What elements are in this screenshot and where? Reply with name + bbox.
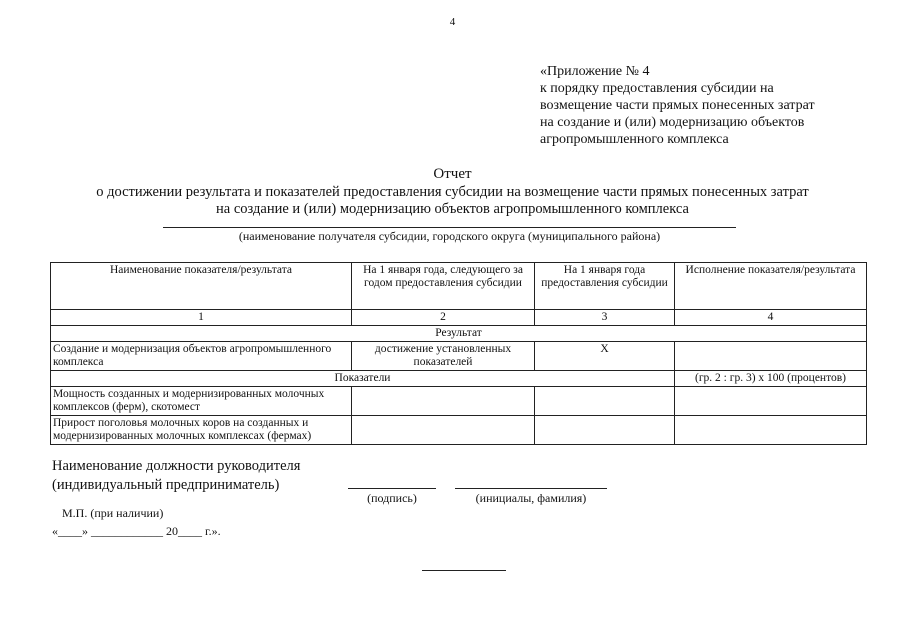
recipient-caption: (наименование получателя субсидии, городского округа (муниципального района) (238, 229, 661, 243)
indicator-value-cell (352, 387, 535, 416)
signature-caption: (подпись) (367, 491, 417, 505)
appendix-line: «Приложение № 4 (540, 64, 650, 79)
indicator-name-cell: Мощность созданных и модернизированных молочных комплексов (ферм), скотомест (51, 387, 352, 416)
date-line: «____» ____________ 20____ г.». (52, 524, 221, 538)
section-row-indicators (51, 371, 867, 387)
column-number: 3 (535, 310, 675, 326)
appendix-line: к порядку предоставления субсидии на (540, 81, 774, 96)
page-number: 4 (449, 16, 456, 28)
report-table (50, 262, 867, 445)
header-cell: Наименование показателя/результата (51, 263, 352, 310)
column-number-row (51, 310, 867, 326)
table-row (51, 416, 867, 445)
appendix-line: возмещение части прямых понесенных затрат (540, 98, 815, 113)
table-row (51, 387, 867, 416)
report-subtitle-line: о достижении результата и показателей предоставления субсидии на возмещение части прямых понесенных затрат (96, 184, 809, 200)
indicator-value-cell (535, 416, 675, 445)
header-cell: На 1 января года, следующего за годом предоставления субсидии (352, 263, 535, 310)
section-heading: Показатели (51, 371, 675, 387)
result-name-cell: Создание и модернизация объектов агропромышленного комплекса (51, 342, 352, 371)
header-cell: Исполнение показателя/результата (675, 263, 867, 310)
indicator-value-cell (675, 387, 867, 416)
report-subtitle-line: на создание и (или) модернизацию объектов агропромышленного комплекса (216, 201, 689, 217)
table-row (51, 342, 867, 371)
report-title: Отчет (433, 166, 472, 182)
appendix-line: на создание и (или) модернизацию объектов (540, 115, 805, 130)
result-col3-cell: Х (535, 342, 675, 371)
indicators-formula: (гр. 2 : гр. 3) х 100 (процентов) (675, 371, 867, 387)
result-col4-cell (675, 342, 867, 371)
initials-caption: (инициалы, фамилия) (475, 491, 587, 505)
signatory-position (52, 457, 300, 495)
section-heading: Результат (51, 326, 867, 342)
appendix-line: агропромышленного комплекса (540, 132, 729, 147)
indicator-name-cell: Прирост поголовья молочных коров на созданных и модернизированных молочных комплексах (фермах) (51, 416, 352, 445)
indicator-value-cell (352, 416, 535, 445)
indicator-value-cell (675, 416, 867, 445)
section-row-result (51, 326, 867, 342)
appendix-header (540, 63, 815, 148)
signatory-position-line: (индивидуальный предприниматель) (52, 477, 280, 493)
indicator-value-cell (535, 387, 675, 416)
result-col2-cell: достижение установленных показателей (352, 342, 535, 371)
column-number: 2 (352, 310, 535, 326)
table-header-row (51, 263, 867, 310)
signatory-position-line: Наименование должности руководителя (52, 458, 301, 474)
report-subtitle (40, 184, 865, 218)
initials-fill-line (455, 488, 607, 489)
stamp-label: М.П. (при наличии) (62, 506, 164, 520)
column-number: 4 (675, 310, 867, 326)
header-cell: На 1 января года предоставления субсидии (535, 263, 675, 310)
signature-fill-line (348, 488, 436, 489)
column-number: 1 (51, 310, 352, 326)
recipient-fill-line (163, 227, 736, 228)
end-separator (422, 570, 506, 571)
